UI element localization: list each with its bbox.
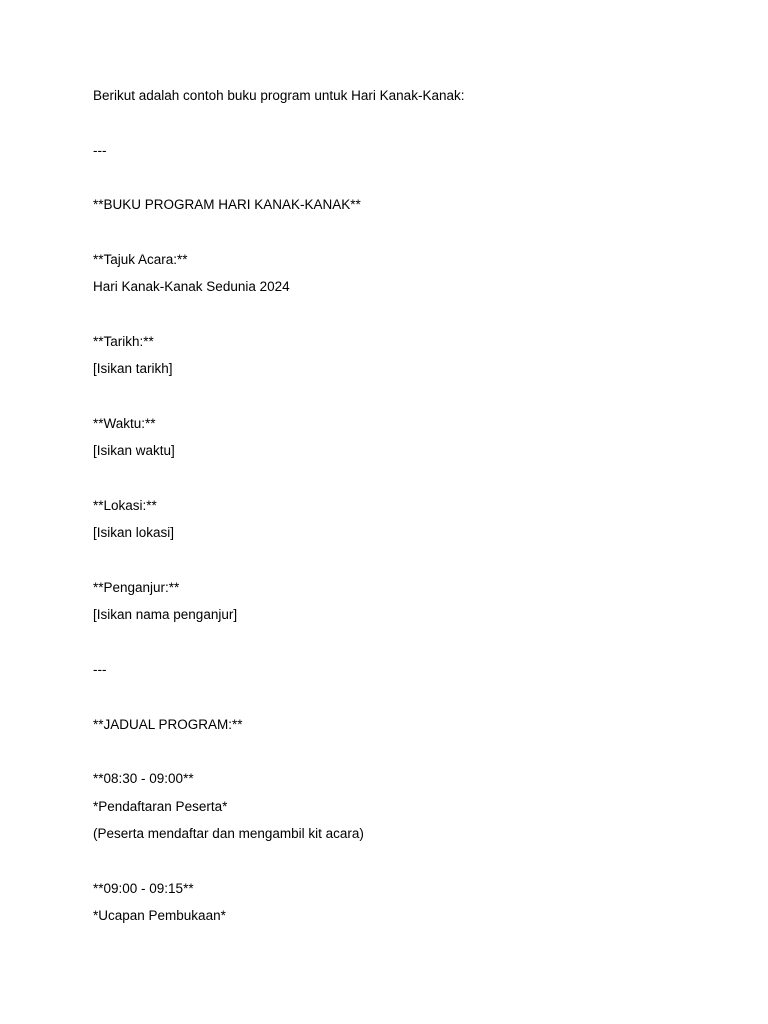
schedule-time-2: **09:00 - 09:15** [93, 881, 194, 896]
schedule-item-2-title: *Ucapan Pembukaan* [93, 908, 226, 923]
location-value: [Isikan lokasi] [93, 525, 175, 540]
event-title-label: **Tajuk Acara:** [93, 252, 188, 267]
intro-text: Berikut adalah contoh buku program untuk Hari Kanak-Kanak: [93, 88, 465, 103]
date-label: **Tarikh:** [93, 334, 154, 349]
separator: --- [93, 143, 107, 158]
time-label: **Waktu:** [93, 416, 156, 431]
organizer-label: **Penganjur:** [93, 580, 180, 595]
time-value: [Isikan waktu] [93, 443, 175, 458]
location-label: **Lokasi:** [93, 498, 157, 513]
separator: --- [93, 662, 107, 677]
document-title: **BUKU PROGRAM HARI KANAK-KANAK** [93, 197, 361, 212]
schedule-time-1: **08:30 - 09:00** [93, 771, 194, 786]
schedule-heading: **JADUAL PROGRAM:** [93, 717, 243, 732]
date-value: [Isikan tarikh] [93, 361, 173, 376]
organizer-value: [Isikan nama penganjur] [93, 607, 238, 622]
event-title-value: Hari Kanak-Kanak Sedunia 2024 [93, 279, 290, 294]
schedule-item-1-title: *Pendaftaran Peserta* [93, 799, 228, 814]
schedule-item-1-description: (Peserta mendaftar dan mengambil kit acara) [93, 826, 364, 841]
